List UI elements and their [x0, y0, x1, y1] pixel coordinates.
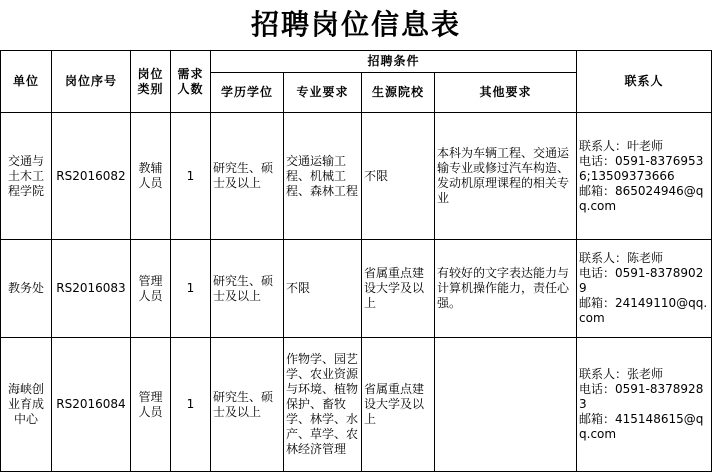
contact-phone: 电话：0591-83789029: [579, 266, 704, 295]
category-text: 教辅人员: [138, 161, 163, 190]
header-category-text: 岗位类别: [137, 66, 164, 96]
cell-category: [131, 240, 171, 338]
cell-seq: RS2016082: [52, 113, 131, 240]
contact-name: 联系人：张老师: [579, 367, 664, 381]
table-row: [1, 113, 712, 240]
cell-contact: [577, 240, 712, 338]
unit-text: 海峡创业育成中心: [7, 382, 44, 426]
cell-other: 有较好的文字表达能力与计算机操作能力，责任心强。: [435, 240, 577, 338]
header-headcount-text: 需求人数: [177, 66, 204, 96]
contact-email: 邮箱：865024946@qq.com: [579, 183, 704, 213]
cell-headcount: 1: [171, 240, 211, 338]
contact-phone: 电话：0591-83769536;13509373666: [579, 153, 704, 183]
cell-major: 不限: [284, 240, 362, 338]
header-contact: 联系人: [577, 51, 712, 113]
cell-degree: 研究生、硕士及以上: [211, 338, 284, 472]
cell-category: [131, 338, 171, 472]
contact-email: 邮箱：24149110@qq.com: [579, 296, 708, 325]
cell-contact: [577, 338, 712, 472]
contact-name: 联系人：陈老师: [579, 251, 664, 265]
cell-major: 交通运输工程、机械工程、森林工程: [284, 113, 362, 240]
cell-category: [131, 113, 171, 240]
cell-source: 省属重点建设大学及以上: [362, 338, 435, 472]
header-conditions: 招聘条件: [211, 51, 577, 73]
header-source: 生源院校: [362, 73, 435, 113]
category-text: 管理人员: [138, 389, 163, 419]
page-title: 招聘岗位信息表: [250, 8, 461, 41]
header-other: 其他要求: [435, 73, 577, 113]
contact-name: 联系人：叶老师: [579, 138, 664, 153]
cell-degree: 研究生、硕士及以上: [211, 113, 284, 240]
header-unit: 单位: [1, 51, 52, 113]
header-headcount: [171, 51, 211, 113]
cell-contact: [577, 113, 712, 240]
cell-seq: RS2016083: [52, 240, 131, 338]
unit-text: 交通与土木工程学院: [7, 153, 44, 198]
table-row: [1, 338, 712, 472]
cell-source: 不限: [362, 113, 435, 240]
positions-table: [0, 50, 712, 472]
cell-seq: RS2016084: [52, 338, 131, 472]
cell-headcount: 1: [171, 113, 211, 240]
cell-headcount: 1: [171, 338, 211, 472]
header-major: 专业要求: [284, 73, 362, 113]
cell-source: 省属重点建设大学及以上: [362, 240, 435, 338]
cell-unit: [1, 338, 52, 472]
cell-other: [435, 338, 577, 472]
contact-email: 邮箱：415148615@qq.com: [579, 412, 704, 441]
contact-phone: 电话：0591-83789283: [579, 382, 704, 411]
header-row-top: [1, 51, 712, 73]
header-seq: 岗位序号: [52, 51, 131, 113]
cell-major: 作物学、园艺学、农业资源与环境、植物保护、畜牧学、林学、水产、草学、农林经济管理: [284, 338, 362, 472]
cell-other: 本科为车辆工程、交通运输专业或修过汽车构造、发动机原理课程的相关专业: [435, 113, 577, 240]
table-row: [1, 240, 712, 338]
cell-unit: 教务处: [1, 240, 52, 338]
category-text: 管理人员: [138, 273, 163, 303]
cell-unit: [1, 113, 52, 240]
header-category: [131, 51, 171, 113]
header-degree: 学历学位: [211, 73, 284, 113]
cell-degree: 研究生、硕士及以上: [211, 240, 284, 338]
